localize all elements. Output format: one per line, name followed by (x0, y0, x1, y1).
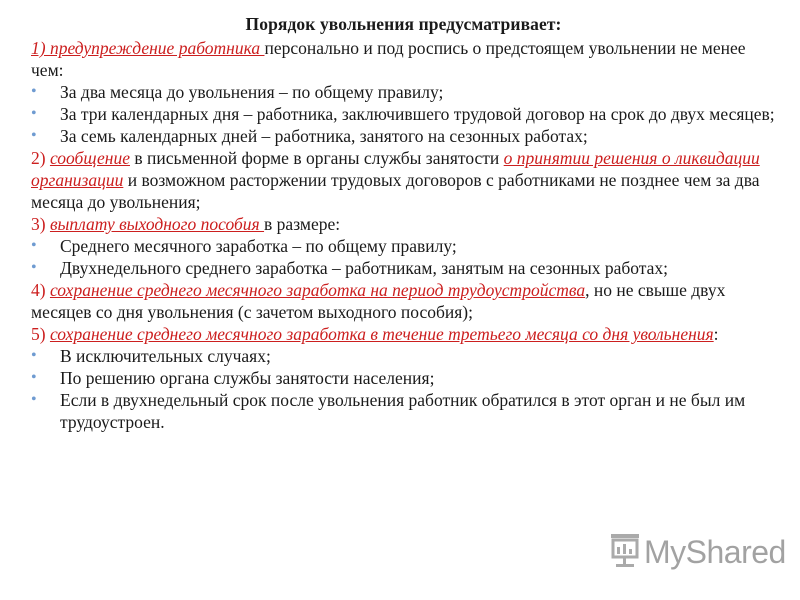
paragraph-4-number: 4) (31, 280, 50, 300)
list-item: • По решению органа службы занятости населения; (31, 368, 435, 388)
bullet-dot: • (31, 237, 37, 254)
logo-text: MyShared (644, 533, 786, 570)
bullet-dot: • (31, 105, 37, 122)
paragraph-1-text: персонально и под роспись о предстоящем увольнении не менее чем: (31, 38, 746, 80)
list-item: • Если в двухнедельный срок после увольнения работник обратился в этот орган и не был им трудоустроен. (31, 390, 746, 432)
notice-link[interactable]: сообщение (49, 148, 130, 168)
myshared-logo (606, 532, 786, 572)
paragraph-2-number: 2) (31, 148, 50, 168)
bullet-dot: • (31, 127, 37, 144)
paragraph-5-number: 5) (31, 324, 50, 344)
bullet-list-3 (31, 345, 776, 433)
paragraph-3: 3) выплату выходного пособия в размере: (31, 214, 341, 234)
paragraph-3-number: 3) (31, 214, 50, 234)
bullet-dot: • (31, 259, 37, 276)
severance-pay-link[interactable]: выплату выходного пособия (49, 214, 265, 234)
presentation-board-icon (606, 531, 644, 574)
list-item: • В исключительных случаях; (31, 346, 271, 366)
list-item: • Среднего месячного заработка – по общему правилу; (31, 236, 457, 256)
list-item: • За семь календарных дней – работника, занятого на сезонных работах; (31, 126, 588, 146)
bullet-dot: • (31, 347, 37, 364)
paragraph-4: 4) сохранение среднего месячного заработка на период трудоустройства, но не свыше двух месяцев со дня увольнения (с зачетом выходного пособия); (31, 280, 726, 322)
liquidation-decision-link[interactable]: о принятии решения о ликвидации организации (31, 148, 760, 190)
bullet-list-1 (31, 81, 776, 147)
slide-title: Порядок увольнения предусматривает: (245, 14, 562, 34)
paragraph-1 (31, 37, 776, 81)
bullet-dot: • (31, 391, 37, 408)
third-month-salary-link[interactable]: сохранение среднего месячного заработка в течение третьего месяца со дня увольнения (49, 324, 714, 344)
slide-content (31, 14, 776, 433)
bullet-dot: • (31, 83, 37, 100)
warning-link[interactable]: 1) предупреждение работника (31, 38, 265, 58)
paragraph-5: 5) сохранение среднего месячного заработка в течение третьего месяца со дня увольнения: (31, 324, 719, 344)
bullet-list-2 (31, 235, 776, 279)
list-item: • За три календарных дня – работника, заключившего трудовой договор на срок до двух месяцев; (31, 104, 775, 124)
list-item: • Двухнедельного среднего заработка – работникам, занятым на сезонных работах; (31, 258, 669, 278)
bullet-dot: • (31, 369, 37, 386)
paragraph-2: 2) сообщение в письменной форме в органы службы занятости о принятии решения о ликвидации организации и возможном расторжении трудовых договоров с работниками не позднее чем за два месяца до увольнения; (31, 148, 760, 212)
salary-retention-link[interactable]: сохранение среднего месячного заработка на период трудоустройства (49, 280, 586, 300)
list-item: • За два месяца до увольнения – по общему правилу; (31, 82, 444, 102)
